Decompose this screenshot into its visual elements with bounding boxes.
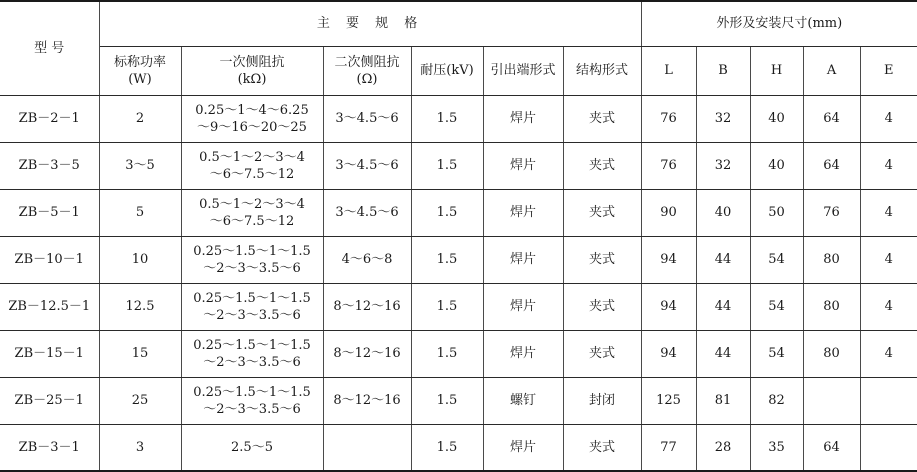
cell-primary-impedance [181, 377, 323, 424]
cell-H: 40 [750, 142, 803, 189]
cell-voltage: 1.5 [411, 236, 483, 283]
cell-B: 44 [696, 330, 750, 377]
cell-secondary-impedance: 8～12～16 [323, 283, 411, 330]
table-row [0, 189, 917, 236]
cell-model: ZB－10－1 [0, 236, 99, 283]
cell-primary-impedance [181, 424, 323, 471]
table-row [0, 377, 917, 424]
cell-L: 125 [641, 377, 696, 424]
cell-lead-type: 焊片 [483, 189, 563, 236]
cell-secondary-impedance [323, 424, 411, 471]
cell-B: 44 [696, 236, 750, 283]
primary-impedance-line: 0.25～1.5～1～1.5 [193, 337, 311, 353]
header-power-unit: (W) [128, 71, 152, 87]
header-E: E [860, 46, 917, 95]
cell-L: 94 [641, 283, 696, 330]
cell-H: 35 [750, 424, 803, 471]
cell-lead-type: 焊片 [483, 95, 563, 142]
cell-power: 2 [99, 95, 181, 142]
header-main-spec: 主 要 规 格 [99, 1, 641, 46]
header-primary-impedance [181, 46, 323, 95]
table-row [0, 330, 917, 377]
cell-E: 4 [860, 95, 917, 142]
cell-lead-type: 焊片 [483, 424, 563, 471]
cell-structure: 夹式 [563, 424, 641, 471]
cell-E [860, 424, 917, 471]
cell-structure: 夹式 [563, 283, 641, 330]
cell-B: 32 [696, 142, 750, 189]
header-dimensions: 外形及安装尺寸(mm) [641, 1, 917, 46]
cell-power: 5 [99, 189, 181, 236]
header-lead: 引出端形式 [483, 46, 563, 95]
primary-impedance-line: ～2～3～3.5～6 [203, 401, 301, 417]
header-structure: 结构形式 [563, 46, 641, 95]
cell-H: 50 [750, 189, 803, 236]
primary-impedance-line: 0.5～1～2～3～4 [199, 196, 305, 212]
cell-E [860, 377, 917, 424]
cell-primary-impedance [181, 95, 323, 142]
cell-voltage: 1.5 [411, 142, 483, 189]
cell-voltage: 1.5 [411, 377, 483, 424]
cell-L: 76 [641, 142, 696, 189]
cell-power: 25 [99, 377, 181, 424]
header-B: B [696, 46, 750, 95]
cell-power: 12.5 [99, 283, 181, 330]
cell-B: 81 [696, 377, 750, 424]
primary-impedance-line: ～2～3～3.5～6 [203, 354, 301, 370]
cell-model: ZB－25－1 [0, 377, 99, 424]
cell-structure: 夹式 [563, 142, 641, 189]
cell-structure: 夹式 [563, 189, 641, 236]
cell-L: 77 [641, 424, 696, 471]
cell-power: 3 [99, 424, 181, 471]
cell-voltage: 1.5 [411, 189, 483, 236]
cell-E: 4 [860, 236, 917, 283]
cell-lead-type: 焊片 [483, 142, 563, 189]
header-H: H [750, 46, 803, 95]
header-power [99, 46, 181, 95]
cell-primary-impedance [181, 330, 323, 377]
cell-A: 64 [803, 95, 860, 142]
header-primary-label: 一次侧阻抗 [219, 54, 285, 70]
cell-A: 64 [803, 424, 860, 471]
cell-H: 54 [750, 330, 803, 377]
cell-secondary-impedance: 3～4.5～6 [323, 95, 411, 142]
cell-L: 76 [641, 95, 696, 142]
primary-impedance-line: ～9～16～20～25 [197, 119, 307, 135]
primary-impedance-line: 2.5～5 [231, 439, 273, 455]
header-voltage: 耐压(kV) [411, 46, 483, 95]
cell-A: 64 [803, 142, 860, 189]
primary-impedance-line: ～6～7.5～12 [209, 213, 295, 229]
header-secondary-unit: (Ω) [356, 71, 378, 87]
cell-structure: 封闭 [563, 377, 641, 424]
table-row [0, 142, 917, 189]
primary-impedance-line: ～2～3～3.5～6 [203, 307, 301, 323]
header-row-2 [0, 46, 917, 95]
cell-secondary-impedance: 8～12～16 [323, 377, 411, 424]
header-A: A [803, 46, 860, 95]
cell-voltage: 1.5 [411, 283, 483, 330]
cell-L: 90 [641, 189, 696, 236]
cell-E: 4 [860, 330, 917, 377]
header-model: 型 号 [0, 1, 99, 95]
cell-voltage: 1.5 [411, 95, 483, 142]
cell-E: 4 [860, 189, 917, 236]
cell-primary-impedance [181, 236, 323, 283]
header-secondary-impedance [323, 46, 411, 95]
primary-impedance-line: ～2～3～3.5～6 [203, 260, 301, 276]
cell-B: 44 [696, 283, 750, 330]
table-row [0, 236, 917, 283]
cell-voltage: 1.5 [411, 424, 483, 471]
cell-E: 4 [860, 283, 917, 330]
cell-primary-impedance [181, 189, 323, 236]
cell-voltage: 1.5 [411, 330, 483, 377]
cell-A: 80 [803, 236, 860, 283]
cell-H: 40 [750, 95, 803, 142]
cell-structure: 夹式 [563, 95, 641, 142]
primary-impedance-line: 0.5～1～2～3～4 [199, 149, 305, 165]
cell-L: 94 [641, 330, 696, 377]
cell-A: 80 [803, 330, 860, 377]
cell-power: 3～5 [99, 142, 181, 189]
cell-model: ZB－5－1 [0, 189, 99, 236]
primary-impedance-line: 0.25～1.5～1～1.5 [193, 243, 311, 259]
primary-impedance-line: 0.25～1.5～1～1.5 [193, 290, 311, 306]
cell-secondary-impedance: 3～4.5～6 [323, 142, 411, 189]
cell-H: 54 [750, 283, 803, 330]
cell-power: 10 [99, 236, 181, 283]
header-secondary-label: 二次侧阻抗 [334, 54, 400, 70]
header-row-1 [0, 1, 917, 46]
cell-model: ZB－15－1 [0, 330, 99, 377]
primary-impedance-line: 0.25～1～4～6.25 [195, 102, 309, 118]
cell-B: 40 [696, 189, 750, 236]
cell-model: ZB－3－5 [0, 142, 99, 189]
table-row [0, 283, 917, 330]
cell-primary-impedance [181, 142, 323, 189]
cell-secondary-impedance: 4～6～8 [323, 236, 411, 283]
cell-secondary-impedance: 8～12～16 [323, 330, 411, 377]
table-row [0, 424, 917, 471]
cell-power: 15 [99, 330, 181, 377]
primary-impedance-line: 0.25～1.5～1～1.5 [193, 384, 311, 400]
cell-lead-type: 焊片 [483, 236, 563, 283]
cell-lead-type: 焊片 [483, 283, 563, 330]
cell-structure: 夹式 [563, 236, 641, 283]
cell-A: 80 [803, 283, 860, 330]
cell-model: ZB－12.5－1 [0, 283, 99, 330]
cell-A [803, 377, 860, 424]
cell-B: 28 [696, 424, 750, 471]
header-L: L [641, 46, 696, 95]
header-power-label: 标称功率 [113, 54, 166, 70]
cell-B: 32 [696, 95, 750, 142]
cell-lead-type: 焊片 [483, 330, 563, 377]
cell-L: 94 [641, 236, 696, 283]
table-row [0, 95, 917, 142]
primary-impedance-line: ～6～7.5～12 [209, 166, 295, 182]
cell-secondary-impedance: 3～4.5～6 [323, 189, 411, 236]
cell-H: 82 [750, 377, 803, 424]
cell-E: 4 [860, 142, 917, 189]
cell-model: ZB－2－1 [0, 95, 99, 142]
cell-A: 76 [803, 189, 860, 236]
cell-H: 54 [750, 236, 803, 283]
header-primary-unit: (kΩ) [237, 71, 267, 87]
cell-primary-impedance [181, 283, 323, 330]
cell-model: ZB－3－1 [0, 424, 99, 471]
cell-structure: 夹式 [563, 330, 641, 377]
cell-lead-type: 螺钉 [483, 377, 563, 424]
